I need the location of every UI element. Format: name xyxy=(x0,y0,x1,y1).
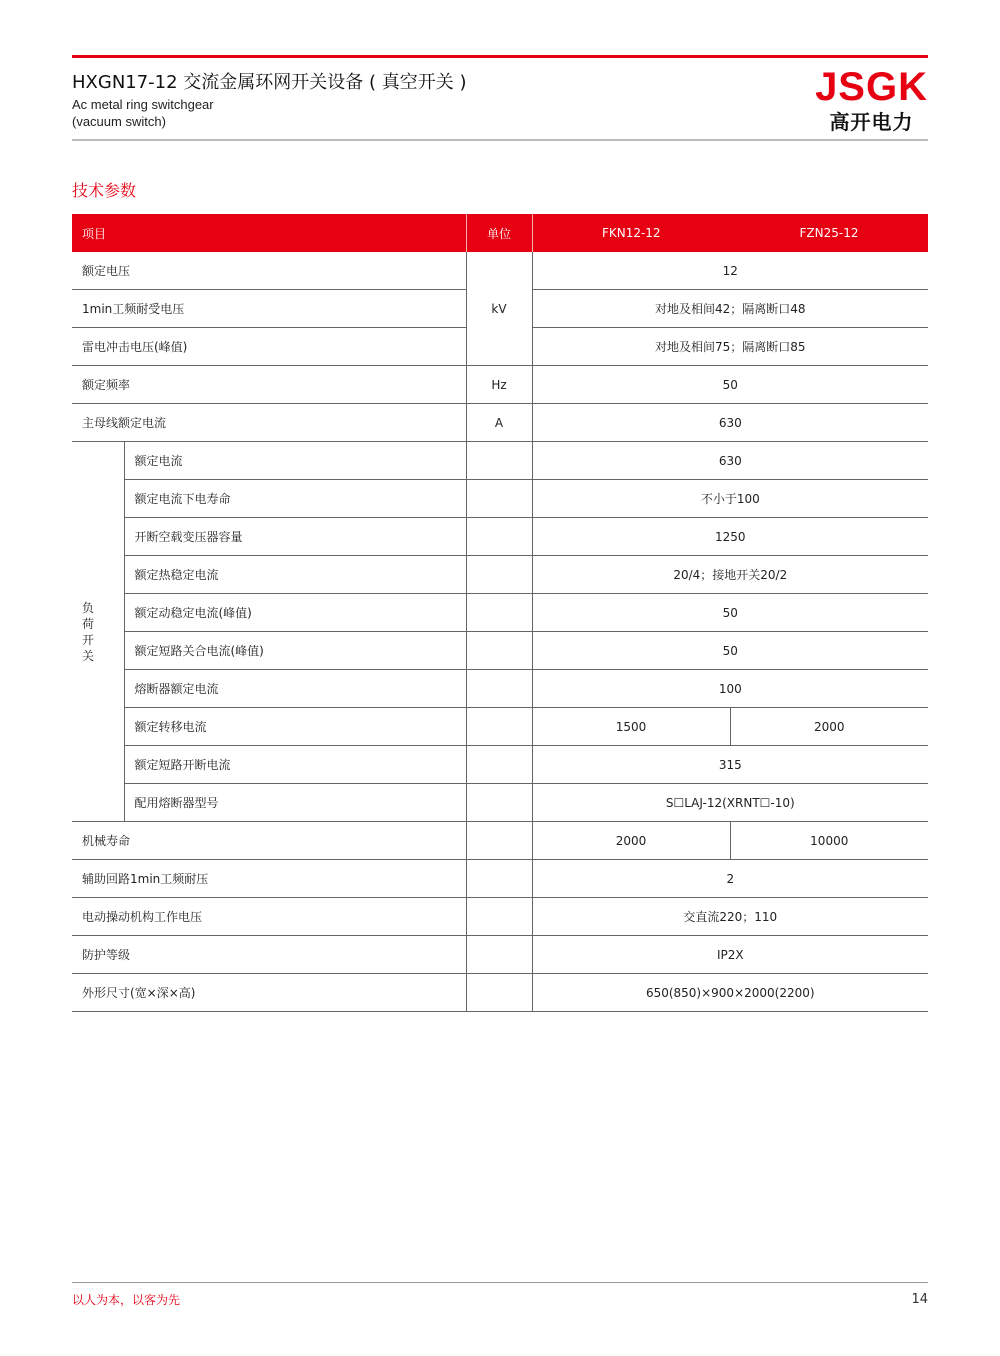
item-label: 额定热稳定电流 xyxy=(124,556,466,594)
logo-text-en: JSGK xyxy=(815,65,928,109)
table-row xyxy=(72,632,928,670)
page-title: HXGN17-12 交流金属环网开关设备 ( 真空开关 ) xyxy=(72,72,467,93)
header-fkn: FKN12-12 xyxy=(532,214,730,252)
value-cell: 50 xyxy=(532,632,928,670)
value-cell: 50 xyxy=(532,366,928,404)
item-label: 防护等级 xyxy=(72,936,466,974)
group-label-load-switch xyxy=(72,442,124,822)
footer-slogan: 以人为本，以客为先 xyxy=(72,1293,181,1307)
group-label-char: 负 xyxy=(82,600,95,615)
subtitle-line-1: Ac metal ring switchgear xyxy=(72,97,214,112)
item-label: 辅助回路1min工频耐压 xyxy=(72,860,466,898)
table-row xyxy=(72,404,928,442)
unit-cell xyxy=(466,860,532,898)
unit-cell xyxy=(466,632,532,670)
table-row xyxy=(72,366,928,404)
value-cell: 不小于100 xyxy=(532,480,928,518)
header-item: 项目 xyxy=(72,214,466,252)
spec-table xyxy=(72,214,928,1012)
brand-logo xyxy=(815,66,928,135)
table-row xyxy=(72,252,928,290)
footer-rule xyxy=(72,1282,928,1283)
unit-cell xyxy=(466,518,532,556)
group-label-char: 开 xyxy=(82,632,95,647)
logo-text-cn: 高开电力 xyxy=(829,110,914,134)
page-subtitle xyxy=(72,96,214,130)
item-label: 额定频率 xyxy=(72,366,466,404)
item-label: 1min工频耐受电压 xyxy=(72,290,466,328)
item-label: 主母线额定电流 xyxy=(72,404,466,442)
unit-cell xyxy=(466,746,532,784)
group-label-char: 关 xyxy=(82,648,95,663)
item-label: 熔断器额定电流 xyxy=(124,670,466,708)
header-fzn: FZN25-12 xyxy=(730,214,928,252)
item-label: 额定短路关合电流(峰值) xyxy=(124,632,466,670)
unit-cell: kV xyxy=(466,252,532,366)
table-row xyxy=(72,518,928,556)
value-cell: IP2X xyxy=(532,936,928,974)
unit-cell xyxy=(466,974,532,1012)
item-label: 额定动稳定电流(峰值) xyxy=(124,594,466,632)
section-title: 技术参数 xyxy=(72,181,137,200)
value-fzn: 10000 xyxy=(730,822,928,860)
unit-cell xyxy=(466,784,532,822)
item-label: 配用熔断器型号 xyxy=(124,784,466,822)
table-row xyxy=(72,708,928,746)
item-label: 额定电流下电寿命 xyxy=(124,480,466,518)
value-cell: 315 xyxy=(532,746,928,784)
unit-cell: A xyxy=(466,404,532,442)
header-rule xyxy=(72,55,928,58)
value-cell: 交直流220；110 xyxy=(532,898,928,936)
value-cell: 对地及相间42；隔离断口48 xyxy=(532,290,928,328)
subtitle-line-2: (vacuum switch) xyxy=(72,114,166,129)
unit-cell xyxy=(466,556,532,594)
unit-cell: Hz xyxy=(466,366,532,404)
value-cell: 对地及相间75；隔离断口85 xyxy=(532,328,928,366)
item-label: 开断空载变压器容量 xyxy=(124,518,466,556)
header-divider xyxy=(72,139,928,141)
table-header-row xyxy=(72,214,928,252)
table-row xyxy=(72,898,928,936)
item-label: 额定电压 xyxy=(72,252,466,290)
value-cell: 630 xyxy=(532,404,928,442)
value-cell: 12 xyxy=(532,252,928,290)
value-cell: 630 xyxy=(532,442,928,480)
value-cell: 1250 xyxy=(532,518,928,556)
item-label: 额定转移电流 xyxy=(124,708,466,746)
table-row xyxy=(72,594,928,632)
value-cell: 650(850)×900×2000(2200) xyxy=(532,974,928,1012)
value-fkn: 1500 xyxy=(532,708,730,746)
unit-cell xyxy=(466,708,532,746)
unit-cell xyxy=(466,480,532,518)
value-fzn: 2000 xyxy=(730,708,928,746)
item-label: 额定电流 xyxy=(124,442,466,480)
header-unit: 单位 xyxy=(466,214,532,252)
value-cell: 100 xyxy=(532,670,928,708)
table-row xyxy=(72,442,928,480)
value-cell: 50 xyxy=(532,594,928,632)
table-row xyxy=(72,670,928,708)
item-label: 电动操动机构工作电压 xyxy=(72,898,466,936)
table-row xyxy=(72,784,928,822)
unit-cell xyxy=(466,936,532,974)
item-label: 外形尺寸(宽×深×高) xyxy=(72,974,466,1012)
value-cell: 20/4；接地开关20/2 xyxy=(532,556,928,594)
table-row xyxy=(72,746,928,784)
item-label: 雷电冲击电压(峰值) xyxy=(72,328,466,366)
table-row xyxy=(72,480,928,518)
unit-cell xyxy=(466,670,532,708)
unit-cell xyxy=(466,822,532,860)
table-row xyxy=(72,556,928,594)
table-row xyxy=(72,936,928,974)
table-row xyxy=(72,974,928,1012)
value-cell: S☐LAJ-12(XRNT☐-10) xyxy=(532,784,928,822)
unit-cell xyxy=(466,898,532,936)
group-label-char: 荷 xyxy=(82,616,95,631)
table-row xyxy=(72,822,928,860)
item-label: 额定短路开断电流 xyxy=(124,746,466,784)
value-fkn: 2000 xyxy=(532,822,730,860)
unit-cell xyxy=(466,442,532,480)
value-cell: 2 xyxy=(532,860,928,898)
unit-cell xyxy=(466,594,532,632)
table-row xyxy=(72,860,928,898)
item-label: 机械寿命 xyxy=(72,822,466,860)
page-number: 14 xyxy=(911,1292,928,1307)
